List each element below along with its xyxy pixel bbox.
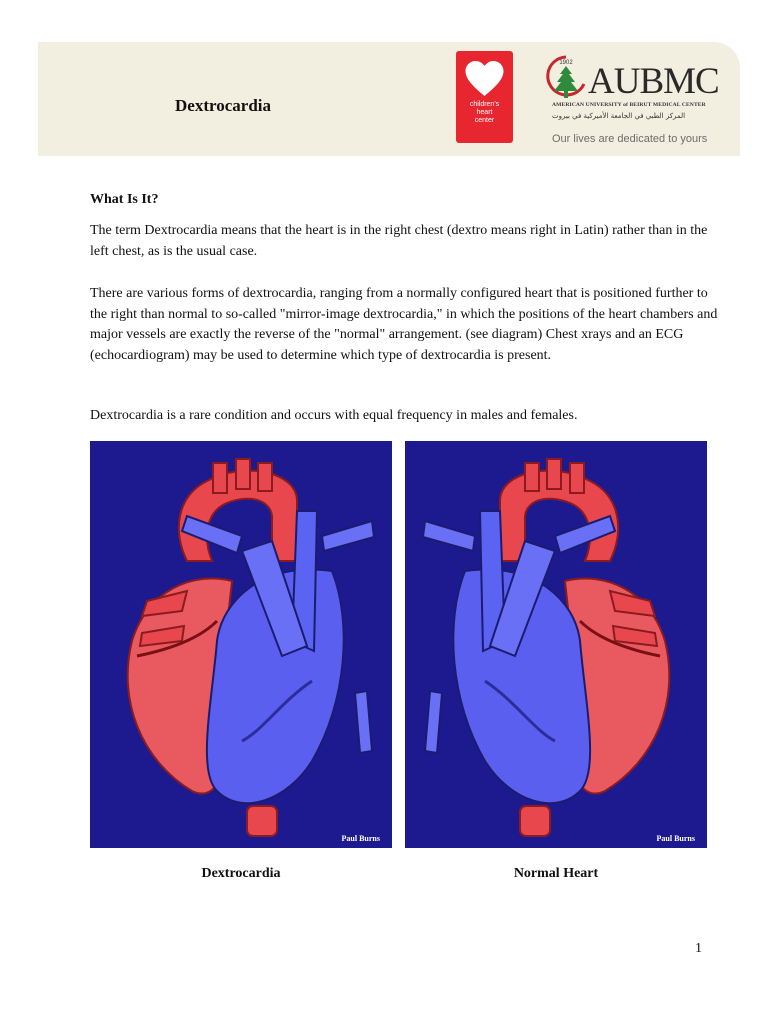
childrens-heart-center-logo: [456, 51, 513, 143]
aubmc-cedar-logo-icon: [544, 54, 588, 102]
aubmc-year: 1902: [559, 60, 573, 66]
page-number: 1: [695, 941, 702, 956]
aubmc-full-name: AMERICAN UNIVERSITY of BEIRUT MEDICAL CENTER: [552, 102, 706, 108]
normal-heart-illustration: [405, 441, 707, 848]
left-figure-credit: Paul Burns: [341, 834, 380, 843]
childrens-logo-text: children's heart center: [469, 101, 500, 124]
aubmc-logo-text: AUBMC: [588, 61, 719, 102]
paragraph-definition: The term Dextrocardia means that the heart is in the right chest (dextro means right in Latin) rather than in the left chest, as is the usual case.: [90, 223, 708, 259]
dextrocardia-diagram: [90, 441, 392, 848]
paragraph-frequency: Dextrocardia is a rare condition and occurs with equal frequency in males and females.: [90, 408, 578, 423]
left-figure-caption: Dextrocardia: [201, 866, 281, 881]
section-heading: What Is It?: [90, 192, 159, 207]
normal-heart-diagram: [405, 441, 707, 848]
aubmc-arabic-name: المركز الطبي في الجامعة الأميركية في بيروت: [552, 112, 686, 120]
dextrocardia-heart-illustration: [90, 441, 392, 848]
paragraph-forms: There are various forms of dextrocardia, ranging from a normally configured heart that is positioned further to the right than normal to so-called "mirror-image dextrocardia," in which the positions of the heart chambers and major vessels are exactly the reverse of the "normal" arrangement. (see diagram) Chest xrays and an ECG (echocardiogram) may be used to determine which type of dextrocardia is present.: [90, 286, 718, 363]
document-header: [38, 42, 740, 156]
aubmc-tagline: Our lives are dedicated to yours: [552, 133, 708, 145]
right-figure-credit: Paul Burns: [656, 834, 695, 843]
right-figure-caption: Normal Heart: [513, 866, 599, 881]
heart-icon: [464, 60, 505, 98]
document-title: Dextrocardia: [175, 96, 271, 115]
